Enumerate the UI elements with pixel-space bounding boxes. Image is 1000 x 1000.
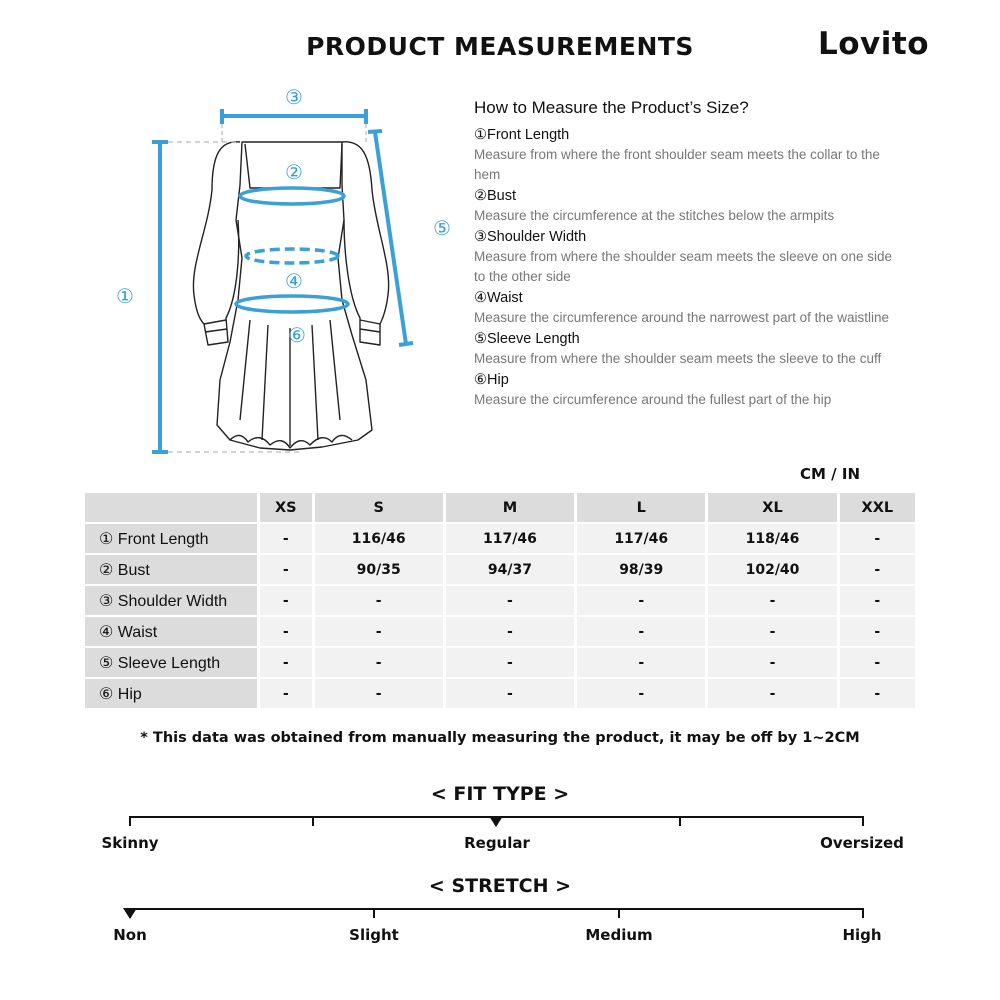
row-label: ③ Shoulder Width: [85, 586, 257, 615]
fit-type-label-oversized: Oversized: [820, 834, 904, 852]
measure-label: ③Shoulder Width: [474, 229, 587, 245]
measure-item: [474, 330, 904, 369]
marker-bust: ②: [285, 160, 303, 184]
stretch-label-non: Non: [113, 926, 147, 944]
stretch-scale-line: [129, 908, 864, 910]
table-cell: -: [260, 679, 312, 708]
column-header: XL: [708, 493, 836, 522]
table-cell: -: [260, 524, 312, 553]
sleeve-length-guide: [368, 131, 413, 345]
table-cell: -: [577, 679, 705, 708]
row-label: ⑥ Hip: [85, 679, 257, 708]
table-cell: -: [708, 648, 836, 677]
stretch-title: < STRETCH >: [428, 875, 572, 897]
marker-front-length: ①: [116, 284, 134, 308]
measure-desc: Measure the circumference around the fullest part of the hip: [474, 392, 832, 407]
table-cell: -: [840, 617, 915, 646]
table-cell: -: [708, 617, 836, 646]
table-cell: -: [840, 648, 915, 677]
measure-label: ②Bust: [474, 188, 517, 204]
table-cell: 117/46: [577, 524, 705, 553]
stretch-tick: [862, 908, 864, 918]
stretch-tick: [618, 908, 620, 918]
table-row: [85, 679, 915, 708]
how-to-measure: [474, 98, 904, 412]
measure-label: ⑤Sleeve Length: [474, 331, 580, 347]
stretch-tick: [373, 908, 375, 918]
front-length-guide: [152, 142, 168, 452]
measure-item: [474, 126, 904, 185]
brand-logo: Lovito: [818, 26, 930, 62]
table-cell: 102/40: [708, 555, 836, 584]
table-corner: [85, 493, 257, 522]
table-row: [85, 617, 915, 646]
stretch-label-medium: Medium: [585, 926, 653, 944]
fit-type-tick: [862, 816, 864, 826]
table-cell: -: [260, 617, 312, 646]
table-row: [85, 586, 915, 615]
table-cell: 117/46: [446, 524, 574, 553]
stretch-label-high: High: [842, 926, 882, 944]
table-cell: -: [577, 586, 705, 615]
table-cell: -: [446, 679, 574, 708]
hip-guide: [236, 296, 348, 312]
shoulder-width-guide: [222, 109, 366, 124]
measure-desc: Measure from where the shoulder seam meets the sleeve to the cuff: [474, 351, 882, 366]
column-header: XXL: [840, 493, 915, 522]
row-label: ① Front Length: [85, 524, 257, 553]
fit-type-tick: [312, 816, 314, 826]
table-cell: -: [315, 617, 443, 646]
table-cell: -: [577, 648, 705, 677]
stretch-selected-marker: [123, 908, 137, 919]
table-cell: -: [315, 648, 443, 677]
size-table: [82, 491, 918, 710]
row-label: ⑤ Sleeve Length: [85, 648, 257, 677]
fit-type-label-skinny: Skinny: [101, 834, 159, 852]
measure-label: ①Front Length: [474, 127, 570, 143]
table-cell: -: [315, 679, 443, 708]
measure-label: ⑥Hip: [474, 372, 509, 388]
column-header: L: [577, 493, 705, 522]
measure-desc: Measure the circumference around the narrowest part of the waistline: [474, 310, 889, 325]
column-header: S: [315, 493, 443, 522]
fit-type-tick: [679, 816, 681, 826]
table-cell: 118/46: [708, 524, 836, 553]
measure-label: ④Waist: [474, 290, 523, 306]
row-label: ④ Waist: [85, 617, 257, 646]
row-label: ② Bust: [85, 555, 257, 584]
marker-hip: ⑥: [288, 323, 306, 347]
column-header: M: [446, 493, 574, 522]
table-cell: 94/37: [446, 555, 574, 584]
table-cell: -: [446, 648, 574, 677]
marker-waist: ④: [285, 269, 303, 293]
table-cell: 90/35: [315, 555, 443, 584]
fit-type-label-regular: Regular: [464, 834, 530, 852]
measure-desc: Measure the circumference at the stitches below the armpits: [474, 208, 835, 223]
measure-item: [474, 228, 904, 287]
marker-shoulder-width: ③: [285, 85, 303, 109]
table-cell: -: [446, 617, 574, 646]
table-row: [85, 524, 915, 553]
column-header: XS: [260, 493, 312, 522]
table-cell: -: [260, 555, 312, 584]
table-cell: -: [708, 586, 836, 615]
table-cell: -: [260, 586, 312, 615]
dress-diagram: [90, 80, 470, 470]
how-to-measure-title: How to Measure the Product’s Size?: [474, 98, 749, 117]
stretch-label-slight: Slight: [349, 926, 399, 944]
fit-type-selected-marker: [489, 816, 503, 827]
waist-guide: [246, 249, 338, 263]
measure-item: [474, 187, 904, 226]
measure-desc: Measure from where the shoulder seam meets the sleeve on one side to the other side: [474, 249, 892, 284]
table-cell: 116/46: [315, 524, 443, 553]
table-cell: -: [840, 679, 915, 708]
table-cell: -: [260, 648, 312, 677]
table-cell: 98/39: [577, 555, 705, 584]
table-cell: -: [840, 555, 915, 584]
table-row: [85, 555, 915, 584]
table-cell: -: [446, 586, 574, 615]
bust-guide: [240, 188, 344, 204]
measurement-note: * This data was obtained from manually measuring the product, it may be off by 1~2CM: [140, 730, 860, 746]
table-row: [85, 648, 915, 677]
table-cell: -: [315, 586, 443, 615]
fit-type-title: < FIT TYPE >: [430, 783, 570, 805]
table-cell: -: [577, 617, 705, 646]
measure-item: [474, 289, 904, 328]
table-cell: -: [840, 524, 915, 553]
measure-item: [474, 371, 904, 410]
units-label: CM / IN: [800, 465, 860, 483]
marker-sleeve-length: ⑤: [433, 216, 451, 240]
table-header-row: [85, 493, 915, 522]
fit-type-tick: [129, 816, 131, 826]
measure-desc: Measure from where the front shoulder seam meets the collar to the hem: [474, 147, 880, 182]
table-cell: -: [840, 586, 915, 615]
page-title: PRODUCT MEASUREMENTS: [306, 32, 694, 61]
table-cell: -: [708, 679, 836, 708]
